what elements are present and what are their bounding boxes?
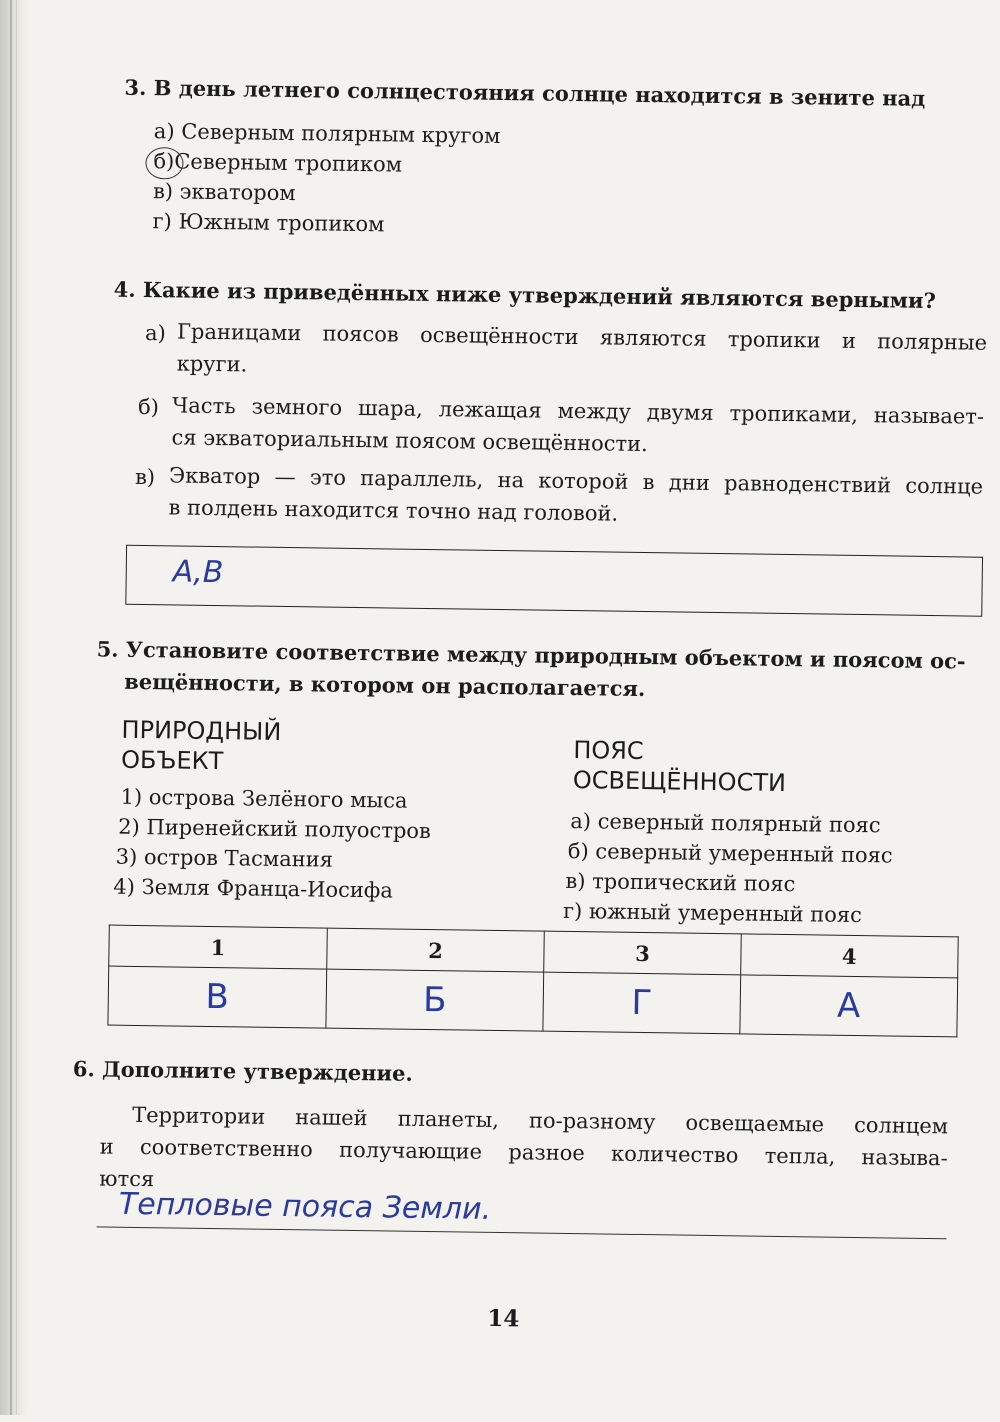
question-6-handwritten-answer: Тепловые пояса Земли. xyxy=(118,1186,492,1227)
right-column-header xyxy=(573,735,787,798)
right-item-v: в) тропический пояс xyxy=(565,868,796,897)
option-a-label: а) xyxy=(144,321,166,346)
option-text: Северным тропиком xyxy=(174,149,403,177)
question-4-option-b xyxy=(171,389,984,464)
table-header-cell: 3 xyxy=(544,931,741,975)
header-line1: ПОЯС xyxy=(573,736,644,766)
table-answer-cell[interactable]: Б xyxy=(326,969,545,1031)
option-text-line2: в полдень находится точно над головой. xyxy=(168,495,619,526)
option-text: Южным тропиком xyxy=(178,209,385,237)
question-5-title-line2: вещённости, в котором он располагается. xyxy=(124,668,646,702)
table-answer-row xyxy=(108,966,958,1037)
table-answer-cell[interactable]: В xyxy=(108,966,327,1028)
option-label: б) xyxy=(153,149,175,174)
option-label: г) xyxy=(152,209,173,234)
question-4-title: 4. Какие из приведённых ниже утверждений являются верными? xyxy=(113,276,937,314)
option-text-line1: Экватор — это параллель, на которой в дни равноденствий солнце xyxy=(168,463,984,499)
page-number: 14 xyxy=(487,1304,520,1333)
question-3-option-b xyxy=(153,149,402,176)
question-4-option-v xyxy=(168,459,983,534)
table-header-cell: 1 xyxy=(109,925,327,969)
text-line2: и соответственно получающие разное количество тепла, называ- xyxy=(99,1134,948,1171)
option-text-line2: круги. xyxy=(176,351,248,377)
question-4-option-a xyxy=(176,315,987,390)
option-text-line2: ся экваториальным поясом освещённости. xyxy=(171,425,648,457)
text-line1: Территории нашей планеты, по-разному освещаемые солнцем xyxy=(132,1102,949,1139)
selected-answer-circle xyxy=(145,147,183,180)
right-item-g: г) южный умеренный пояс xyxy=(562,898,863,928)
option-b-label: б) xyxy=(137,394,160,420)
right-item-b: б) северный умеренный пояс xyxy=(567,838,893,868)
option-text-line1: Часть земного шара, лежащая между двумя тропиками, называет- xyxy=(171,393,985,429)
option-text-line1: Границами поясов освещённости являются тропики и полярные xyxy=(176,319,988,355)
handwritten-answer: А,В xyxy=(172,554,224,591)
option-label: в) xyxy=(152,179,174,204)
option-text: экватором xyxy=(179,179,296,206)
table-answer-cell[interactable]: А xyxy=(740,975,958,1037)
question-3-title: 3. В день летнего солнцестояния солнце находится в зените над xyxy=(124,74,926,111)
text-line3: ются xyxy=(99,1166,155,1192)
table-answer-cell[interactable]: Г xyxy=(543,972,740,1034)
left-item-4: 4) Земля Франца-Иосифа xyxy=(113,874,394,903)
table-header-cell: 2 xyxy=(326,928,544,972)
question-3-option-g xyxy=(152,209,384,236)
table-header-cell: 4 xyxy=(740,934,958,978)
question-3-option-a xyxy=(154,119,501,148)
left-item-3: 3) остров Тасмания xyxy=(115,844,334,872)
header-line1: ПРИРОДНЫЙ xyxy=(121,715,282,746)
header-line2: ОСВЕЩЁННОСТИ xyxy=(572,766,787,797)
option-label: а) xyxy=(153,119,175,144)
option-v-label: в) xyxy=(134,464,156,490)
answer-table xyxy=(107,925,958,1038)
left-column-header xyxy=(121,715,282,777)
answer-line[interactable] xyxy=(97,1226,947,1239)
question-5-title-line1: 5. Установите соответствие между природным объектом и поясом ос- xyxy=(96,636,966,674)
question-3-option-v xyxy=(153,179,296,205)
option-text: Северным полярным кругом xyxy=(181,119,501,148)
question-6-title: 6. Дополните утверждение. xyxy=(72,1056,413,1086)
left-item-1: 1) острова Зелёного мыса xyxy=(120,784,408,813)
left-item-2: 2) Пиренейский полуостров xyxy=(118,814,431,844)
right-item-a: а) северный полярный пояс xyxy=(570,808,881,838)
header-line2: ОБЪЕКТ xyxy=(120,745,224,776)
question-4-answer-box[interactable] xyxy=(125,545,983,617)
